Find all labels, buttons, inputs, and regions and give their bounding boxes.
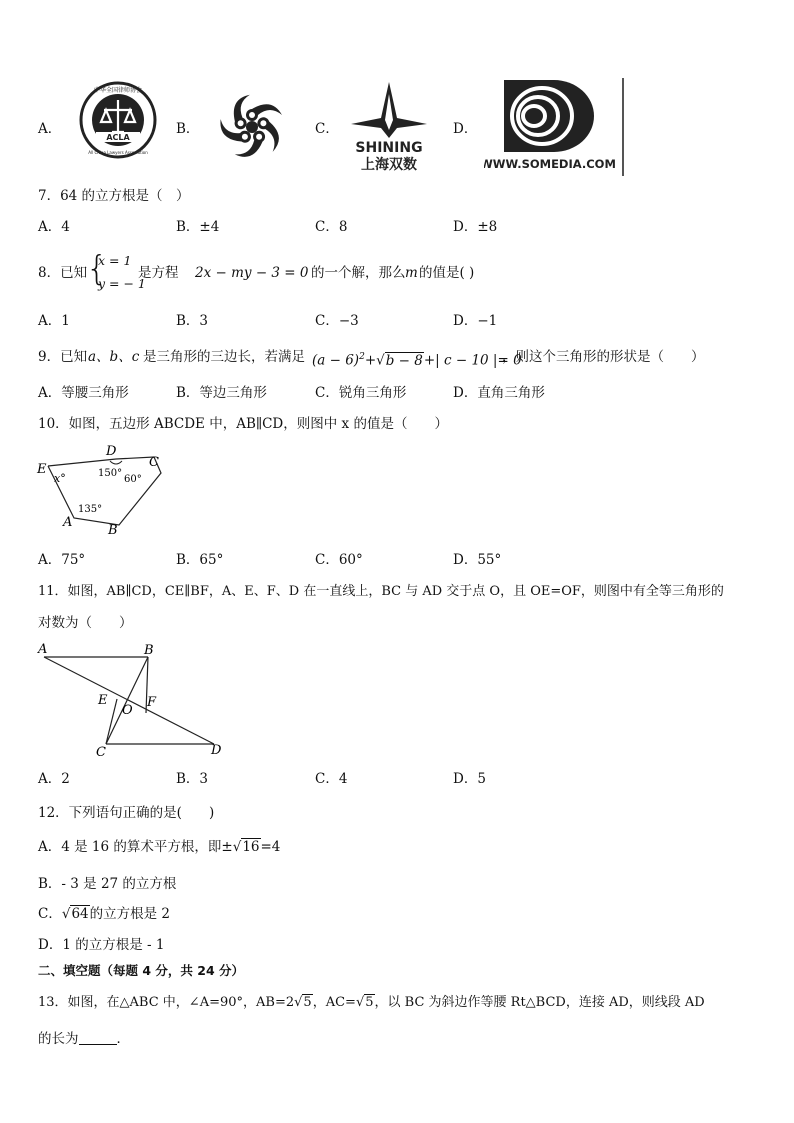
q13-line2-a: 的长为 xyxy=(38,1031,79,1047)
q13-part3: ，以 BC 为斜边作等腰 Rt△BCD，连接 AD，则线段 AD xyxy=(374,995,705,1010)
q9-option-c: C．锐角三角形 xyxy=(315,385,407,401)
q8-prefix: 8．已知 xyxy=(38,265,88,281)
q12-option-c: C．√64的立方根是 2 xyxy=(38,906,171,922)
q10-pentagon-figure xyxy=(34,440,174,540)
q10-option-d: D．55° xyxy=(453,552,502,568)
q7-option-d: D．±8 xyxy=(453,219,498,235)
q11-stem-line2: 对数为（ ） xyxy=(38,615,133,631)
q8-option-b: B．3 xyxy=(176,313,209,329)
q6-option-d-letter: D． xyxy=(453,121,478,137)
q13-line1: 13．如图，在△ABC 中，∠A=90°，AB=2√5，AC=√5，以 BC 为斜边作等腰 Rt△BCD，连接 AD，则线段 AD xyxy=(38,995,705,1010)
somedia-logo xyxy=(484,78,626,176)
q10-angle-135: 135° xyxy=(78,504,103,515)
shanghai-shuangshu-text: 上海双数 xyxy=(361,157,417,172)
q8-suffix1: 的一个解，那么 xyxy=(311,265,406,281)
q8-eq2: y = − 1 xyxy=(98,276,146,291)
emblem-ring-text: 中华全国律师协会 xyxy=(93,87,143,94)
q9-vars: a、b、c xyxy=(88,349,140,365)
q9-suffix: ，则这个三角形的形状是（ ） xyxy=(502,349,705,365)
q8-option-a: A．1 xyxy=(38,313,70,329)
q9-expr-sqrt: b − 8 xyxy=(385,352,423,369)
q12-c-sqrt: 64 xyxy=(71,906,89,922)
q8-suffix2: 的值是( ) xyxy=(419,265,475,281)
q12-option-d: D．1 的立方根是 - 1 xyxy=(38,937,165,953)
q11-option-d: D．5 xyxy=(453,771,486,787)
q8-equation: 2x − my − 3 = 0 xyxy=(195,265,309,281)
q8-var-m: m xyxy=(405,265,418,281)
q10-angle-60: 60° xyxy=(124,474,142,485)
q7-option-b: B．±4 xyxy=(176,219,220,235)
q6-option-c-letter: C． xyxy=(315,121,339,137)
q12-stem: 12．下列语句正确的是( ) xyxy=(38,805,215,821)
q10-label-d: D xyxy=(106,444,117,459)
q9-option-b: B．等边三角形 xyxy=(176,385,267,401)
q12-a-sqrt: 16 xyxy=(242,839,260,855)
q11-label-a: A xyxy=(38,642,48,657)
q7-option-c: C．8 xyxy=(315,219,348,235)
q9-expr-c: +| c − 10 |= 0 xyxy=(423,352,522,369)
q13-part2: ，AC= xyxy=(312,995,356,1010)
q11-stem-line1: 11．如图，AB∥CD，CE∥BF，A、E、F、D 在一直线上，BC 与 AD 交于点 O，且 OE=OF，则图中有全等三角形的 xyxy=(38,584,724,599)
q12-a-suffix: =4 xyxy=(260,839,281,855)
q8-system-brace: { xyxy=(86,249,108,289)
q10-option-a: A．75° xyxy=(38,552,86,568)
q11-label-f: F xyxy=(147,695,157,710)
q9-prefix: 9．已知 xyxy=(38,349,88,365)
q11-label-b: B xyxy=(144,643,154,658)
q10-option-b: B．65° xyxy=(176,552,224,568)
q10-angle-150: 150° xyxy=(98,468,123,479)
q13-answer-blank xyxy=(79,1031,117,1045)
q12-c-suffix: 的立方根是 2 xyxy=(89,906,171,922)
shining-star-logo xyxy=(347,80,431,172)
q7-stem: 7．64 的立方根是（ ） xyxy=(38,188,190,204)
q10-label-b: B xyxy=(108,523,118,538)
q11-label-e: E xyxy=(98,693,108,708)
q11-label-c: C xyxy=(96,745,106,760)
lawyers-association-emblem xyxy=(68,80,168,160)
q9-expr-a: (a − 6) xyxy=(312,352,360,369)
q11-option-a: A．2 xyxy=(38,771,70,787)
q9-expr-plus: + xyxy=(364,352,377,369)
q13-part1: 13．如图，在△ABC 中，∠A=90°，AB=2 xyxy=(38,995,295,1010)
q10-label-a: A xyxy=(63,515,73,530)
q9-option-a: A．等腰三角形 xyxy=(38,385,129,401)
q8-option-c: C．−3 xyxy=(315,313,359,329)
q13-sqrt2: 5 xyxy=(365,995,374,1010)
emblem-acla-text: ACLA xyxy=(106,133,130,142)
q10-angle-x: x° xyxy=(54,472,66,485)
q9-expr: $(a - 6)^2+√b - 8+|$ c − 10 |= 0 xyxy=(312,352,522,369)
q13-line2-b: ． xyxy=(116,1031,130,1047)
q13-sqrt1: 5 xyxy=(303,995,312,1010)
q12-option-a: A．4 是 16 的算术平方根，即±√16=4 xyxy=(38,839,281,855)
q11-option-b: B．3 xyxy=(176,771,209,787)
q8-eq1: x = 1 xyxy=(98,253,132,268)
q9-mid: 是三角形的三边长，若满足 xyxy=(143,349,305,365)
somedia-url-text: WWW.SOMEDIA.COM xyxy=(484,157,616,171)
q7-option-a: A．4 xyxy=(38,219,70,235)
q13-line2 xyxy=(38,1030,130,1048)
swirl-pinwheel-logo xyxy=(212,92,292,162)
q10-label-c: C xyxy=(149,455,159,470)
q6-option-a-letter: A． xyxy=(38,121,62,137)
q12-a-prefix: A．4 是 16 的算术平方根，即± xyxy=(38,839,233,855)
q8-mid: 是方程 xyxy=(138,265,179,281)
q11-label-d: D xyxy=(211,743,222,758)
q10-label-e: E xyxy=(37,462,47,477)
q8-option-d: D．−1 xyxy=(453,313,498,329)
q10-stem: 10．如图，五边形 ABCDE 中，AB∥CD，则图中 x 的值是（ ） xyxy=(38,416,448,432)
q11-figure xyxy=(34,640,234,762)
q9-exponent: 2 xyxy=(359,352,365,362)
q11-option-c: C．4 xyxy=(315,771,348,787)
q9-option-d: D．直角三角形 xyxy=(453,385,545,401)
q10-option-c: C．60° xyxy=(315,552,363,568)
q11-label-o: O xyxy=(122,703,133,718)
q12-c-prefix: C． xyxy=(38,906,62,922)
q12-option-b: B．- 3 是 27 的立方根 xyxy=(38,876,177,892)
shining-text: SHINING xyxy=(355,140,423,156)
section2-title: 二、填空题（每题 4 分，共 24 分） xyxy=(38,963,245,978)
q6-option-b-letter: B． xyxy=(176,121,200,137)
emblem-ring-bottom-text: All China Lawyers Association xyxy=(88,150,148,155)
